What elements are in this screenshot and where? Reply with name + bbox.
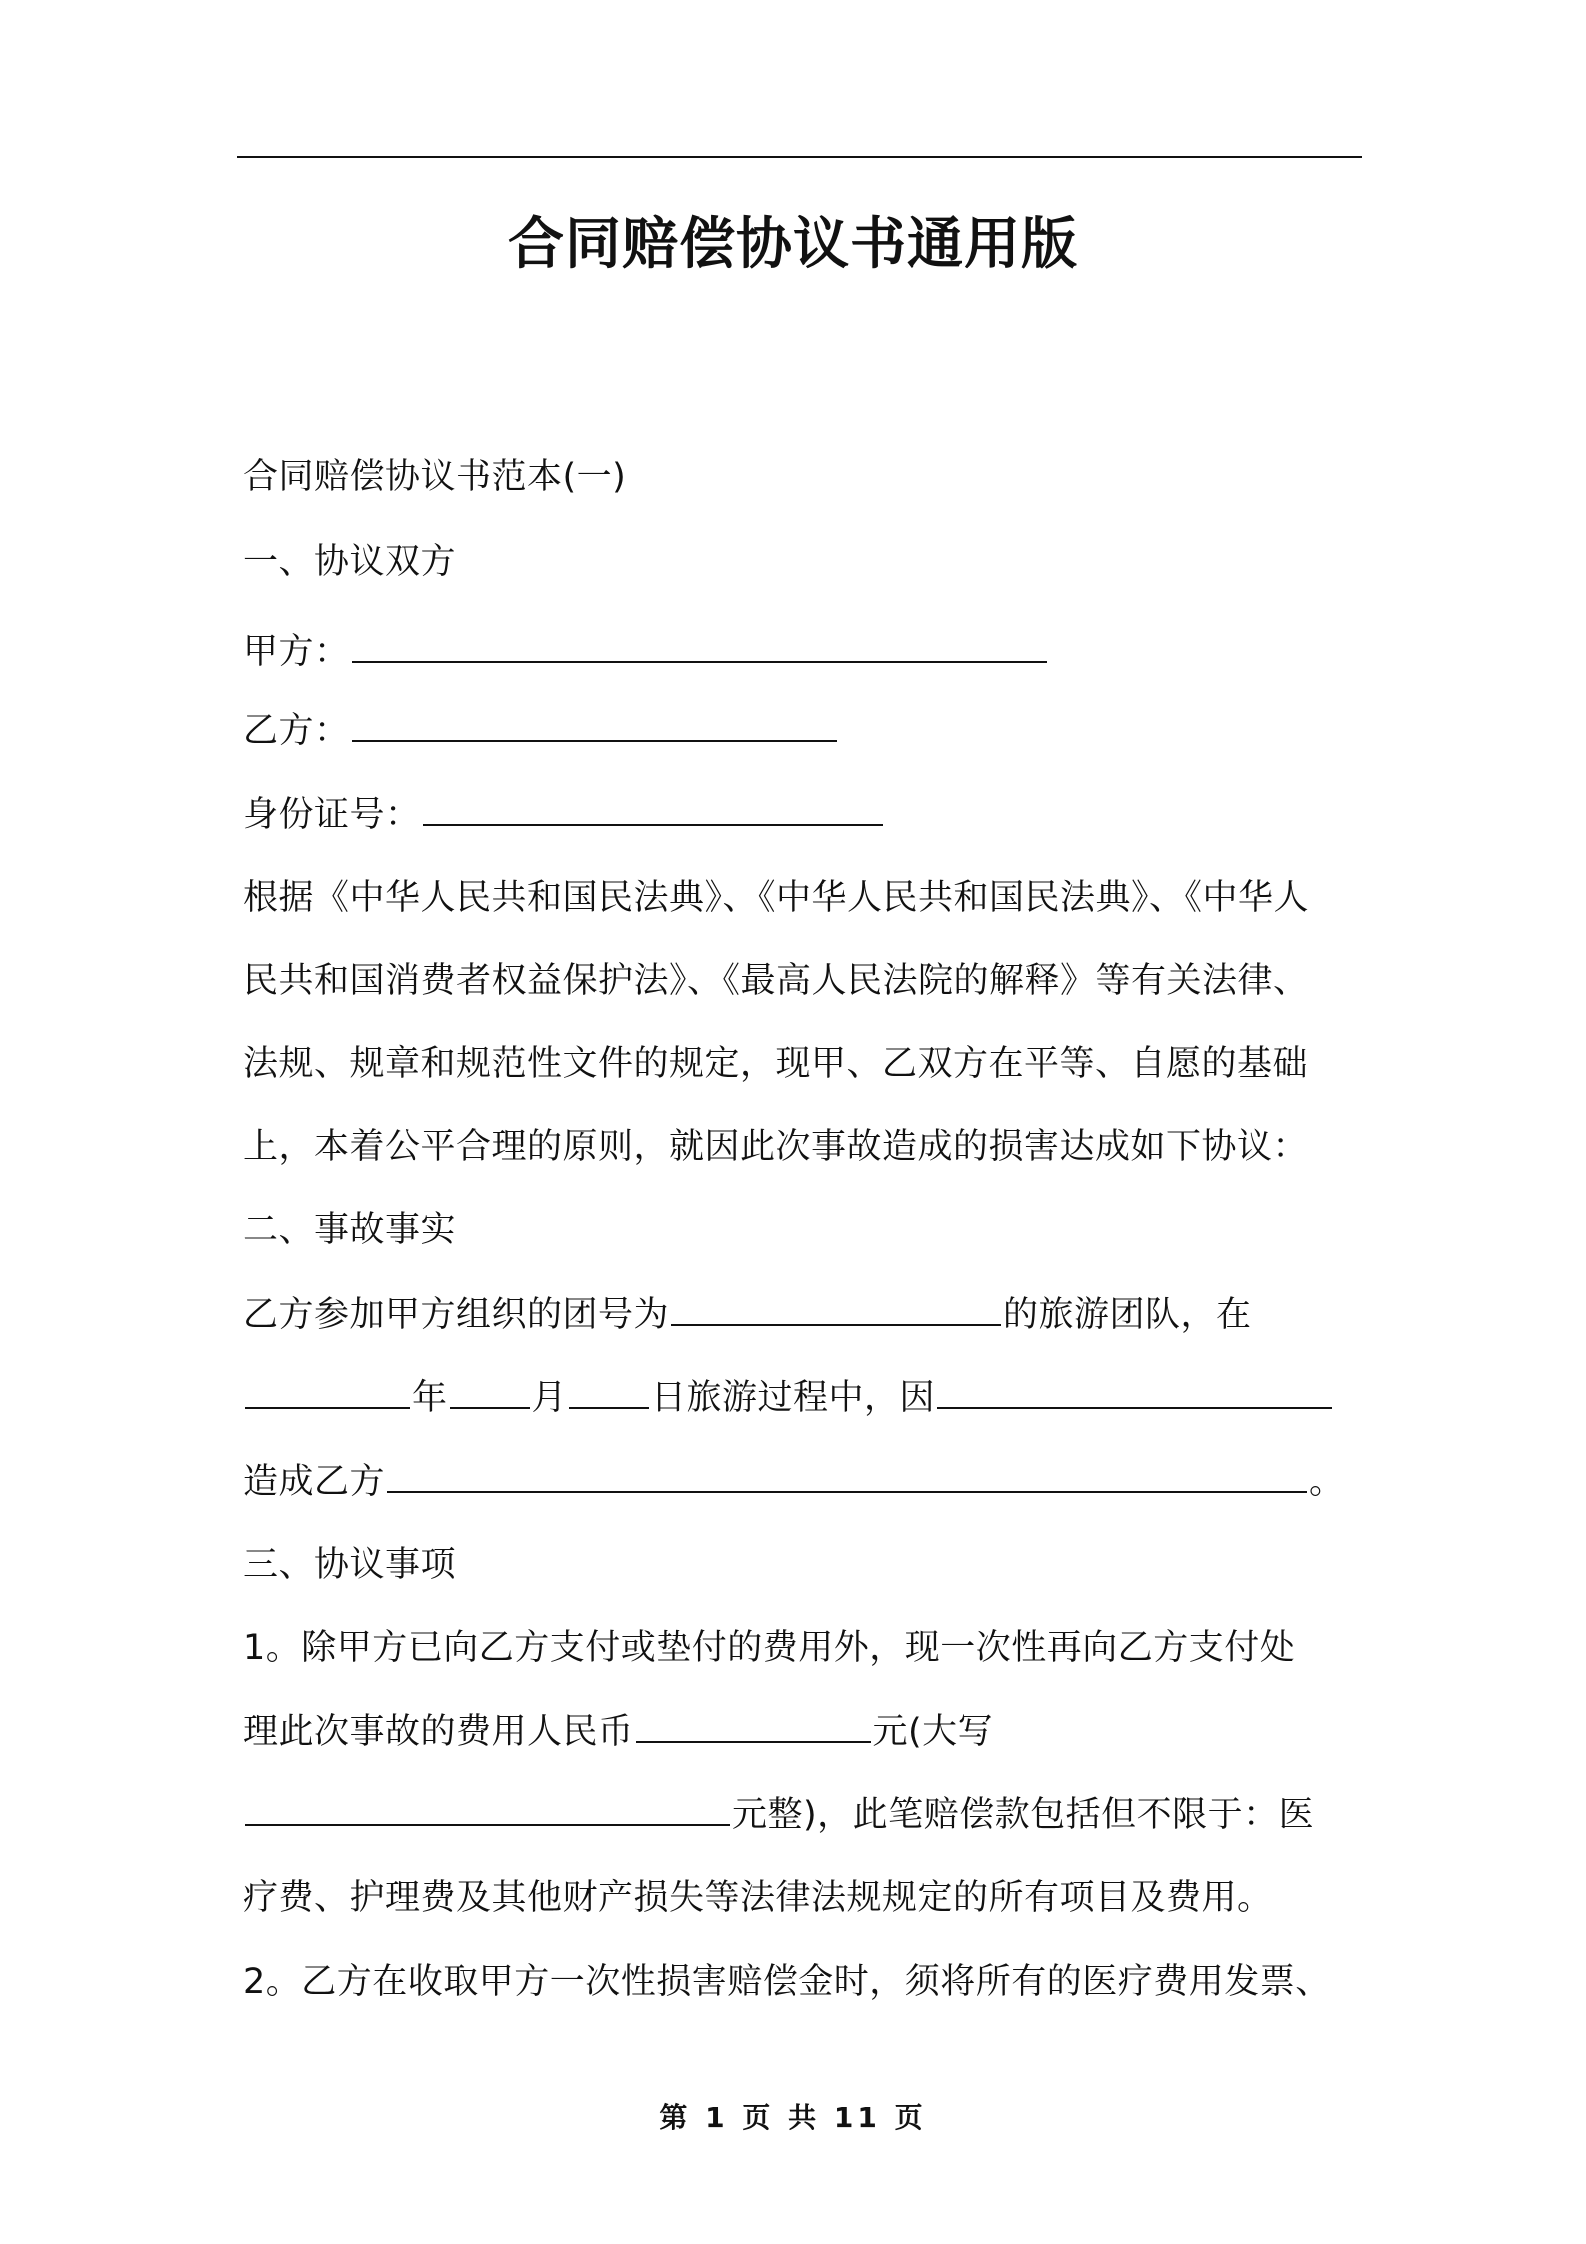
header-rule	[237, 156, 1362, 158]
year-blank	[245, 1379, 410, 1409]
id-number-blank	[423, 796, 883, 826]
party-b-blank	[352, 712, 837, 742]
page-footer: 第 1 页 共 11 页	[659, 2101, 927, 2134]
section-heading-sample-one: 合同赔偿协议书范本(一)	[243, 457, 627, 497]
paragraph-line: 上，本着公平合理的原则，就因此次事故造成的损害达成如下协议：	[243, 1127, 1309, 1167]
amount-figures-blank	[636, 1713, 871, 1743]
party-a-line: 甲方：	[243, 627, 1363, 677]
paragraph-line: 民共和国消费者权益保护法》、《最高人民法院的解释》等有关法律、	[243, 961, 1309, 1001]
section-heading-agreement-items: 三、协议事项	[243, 1545, 457, 1585]
amount-words-blank	[245, 1796, 730, 1826]
injury-line: 造成乙方 。	[243, 1462, 1345, 1502]
date-cause-line: 年 月 日旅游过程中，因	[243, 1373, 1363, 1423]
section-heading-parties: 一、协议双方	[243, 542, 457, 582]
tour-group-number-blank	[671, 1296, 1001, 1326]
injury-blank	[387, 1463, 1307, 1493]
payment-amount-line: 理此次事故的费用人民币 元(大写	[243, 1712, 994, 1752]
paragraph-line: 根据《中华人民共和国民法典》、《中华人民共和国民法典》、《中华人	[243, 878, 1310, 918]
document-title: 合同赔偿协议书通用版	[508, 212, 1078, 277]
payment-amount-words-line: 元整)，此笔赔偿款包括但不限于：医	[243, 1790, 1363, 1840]
id-number-line: 身份证号：	[243, 790, 1363, 840]
party-b-line: 乙方：	[243, 706, 1363, 756]
party-a-blank	[352, 633, 1047, 663]
section-heading-accident-facts: 二、事故事实	[243, 1210, 457, 1250]
paragraph-line: 1。除甲方已向乙方支付或垫付的费用外，现一次性再向乙方支付处	[243, 1628, 1296, 1668]
tour-group-line: 乙方参加甲方组织的团号为 的旅游团队，在	[243, 1295, 1252, 1335]
cause-blank	[937, 1379, 1332, 1409]
day-blank	[569, 1379, 649, 1409]
paragraph-line: 2。乙方在收取甲方一次性损害赔偿金时，须将所有的医疗费用发票、	[243, 1962, 1331, 2002]
month-blank	[450, 1379, 530, 1409]
paragraph-line: 法规、规章和规范性文件的规定，现甲、乙双方在平等、自愿的基础	[243, 1044, 1309, 1084]
paragraph-line: 疗费、护理费及其他财产损失等法律法规规定的所有项目及费用。	[243, 1878, 1273, 1918]
